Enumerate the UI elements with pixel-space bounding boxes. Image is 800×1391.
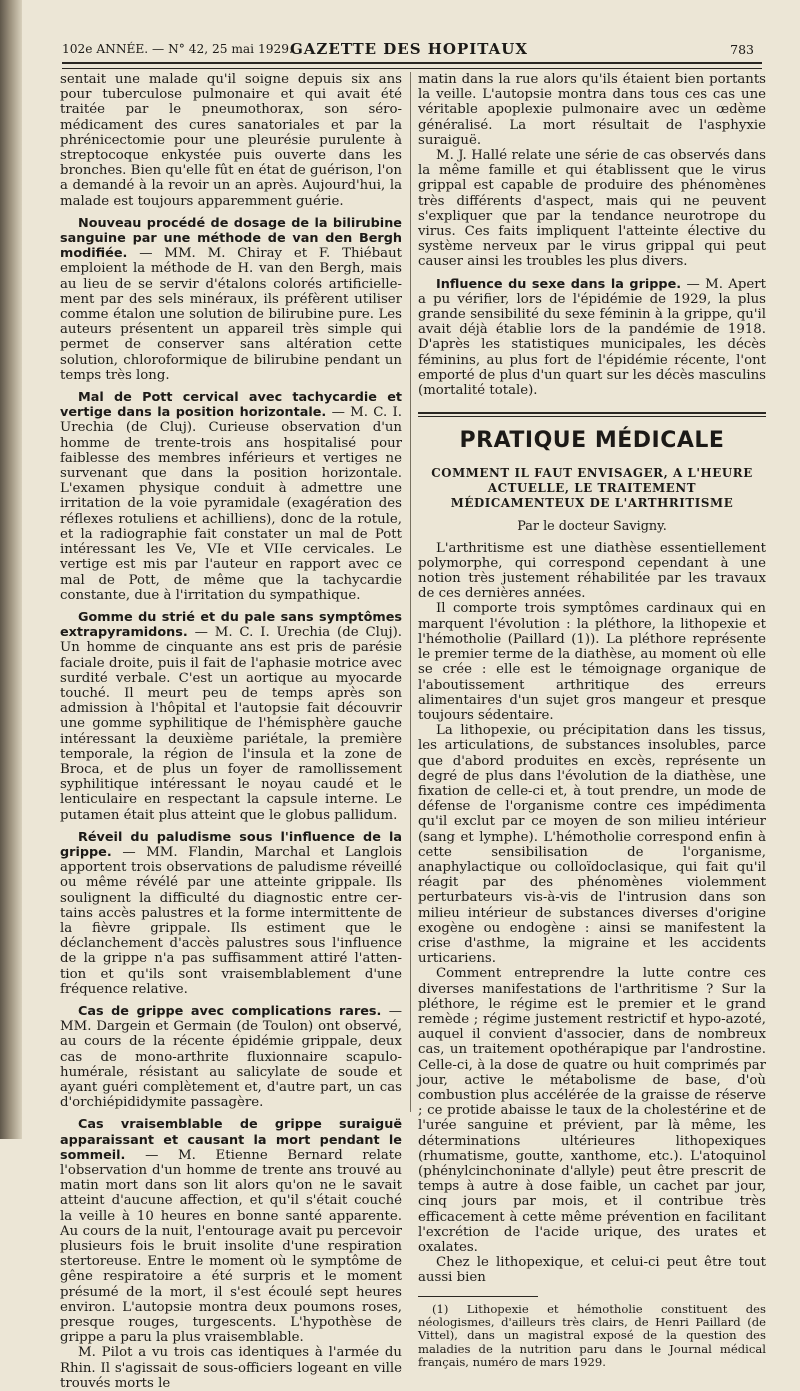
report-title: Mal de Pott cervical avec tachycardie et vertige dans la position horizontale. bbox=[60, 390, 402, 421]
report-body: — MM. Dargein et Germain (de Toulon) ont observé, au cours de la récente épidémie grippale, deux cas de mono-arthrite fluxionnaire scapulo-humérale, résistant au salicylate de soude et ayant guéri complètement et, d'autre part, un cas d'orchiépididymite passagère. bbox=[60, 1003, 402, 1111]
section-banner bbox=[418, 412, 766, 454]
article-byline: Par le docteur Savigny. bbox=[517, 519, 667, 535]
article-paragraph: Il comporte trois symptômes cardinaux qui en marquent l'évolution : la pléthore, la lithopexie et l'hémotholie (Paillard (1)). La pléthore représente le premier terme de la diathèse, au moment où elle se crée : elle est le témoignage organique de l'aboutissement arthritique des erreurs alimentaires d'un sujet gros mangeur et presque toujours sédentaire. bbox=[418, 601, 766, 723]
column-divider bbox=[410, 72, 411, 1112]
report-body: — MM. M. Chiray et F. Thiébaut emploient la méthode de H. van den Bergh, mais au lieu de se servir d'étalons colorés artificiellement par des sels minéraux, ils préfèrent utiliser comme étalon une solution de bilirubine pure. Les auteurs présentent un appareil très simple qui permet de conserver sans altération cette solution, chloroformique de bilirubine pendant un temps très long. bbox=[60, 246, 402, 383]
report-body: — M. C. I. Urechia (de Cluj). Curieuse observation d'un homme de trente-trois ans hospitalisé pour faiblesse des membres inférieurs et vertiges ne survenant que dans la position horizontale. L'examen physique conduit à admettre une irritation de la voie pyramidale (exagération des réflexes rotuliens et achilliens), donc de la rotule, et la radiographie fait constater un mal de Pott intéressant les Ve, VIe et VIIe cervicales. Le vertige est mis par l'auteur en rapport avec ce mal de Pott, de même que la tachycardie constante, due à l'irritation du sympathique. bbox=[60, 405, 402, 603]
paragraph-pilot: M. Pilot a vu trois cas identiques à l'armée du Rhin. Il s'agissait de sous-officiers logeant en ville trouvés morts le bbox=[60, 1345, 402, 1391]
running-header bbox=[56, 40, 762, 62]
report-title: Gomme du strié et du pale sans symptômes extrapyramidons. bbox=[60, 609, 402, 641]
report-influence-sexe bbox=[418, 277, 766, 399]
report-title: Cas de grippe avec complications rares. bbox=[78, 1003, 382, 1019]
banner-rule-thin bbox=[418, 416, 766, 417]
journal-title: GAZETTE DES HOPITAUX bbox=[289, 40, 528, 58]
report-body: — M. C. I. Urechia (de Cluj). Un homme de cinquante ans est pris de parésie faciale droite, puis il fait de l'aphasie motrice avec surdité verbale. C'est un aortique au myocarde touché. Il meurt peu de temps après son admission à l'hôpital et l'autopsie fait découvrir une gomme syphilitique de l'hémisphère gauche intéressant la deuxième pariétale, la première temporale, la région de l'insula et la zone de Broca, et de plus un foyer de ramollissement syphilitique intéressant le noyau caudé et le lenticulaire en respectant la capsule interne. Le putamen était plus atteint que le globus pallidum. bbox=[60, 625, 402, 823]
header-rule bbox=[62, 62, 762, 64]
report-gomme-strie bbox=[60, 610, 402, 823]
footnote: (1) Lithopexie et hémotholie constituent des néologismes, d'ailleurs très clairs, de Henri Paillard (de Vittel), dans un magistral exposé de la question des maladies de la nutrition paru dans le Journal médical français, numéro de mars 1929. bbox=[418, 1301, 766, 1370]
report-body: — M. Apert a pu vérifier, lors de l'épidémie de 1929, la plus grande sensibilité du sexe féminin à la grippe, qu'il avait déjà établie lors de la pandémie de 1918. D'après les statistiques municipales, les décès féminins, au plus fort de l'épidémie récente, l'ont emporté de plus d'un quart sur les décès masculins (mortalité totale). bbox=[418, 276, 766, 399]
article-paragraph: L'arthritisme est une diathèse essentiellement polymorphe, qui correspond cependant à une notion très justement réhabilitée par les travaux de ces dernières années. bbox=[418, 540, 766, 602]
article-title: COMMENT IL FAUT ENVISAGER, A L'HEURE ACTUELLE, LE TRAITEMENT MÉDICAMENTEUX DE L'ARTHRITISME bbox=[431, 466, 753, 511]
report-body: — M. Etienne Bernard relate l'observation d'un homme de trente ans trouvé au matin mort dans son lit alors qu'on ne le savait atteint d'aucune affection, et qu'il s'était couché la veille à 10 heures en bonne santé apparente. Au cours de la nuit, l'entourage avait pu percevoir plusieurs fois le bruit insolite d'une respiration stertoreuse. Entre le moment où le symptôme de gêne respiratoire a été surpris et le moment présumé de la mort, il s'est écoulé sept heures environ. L'autopsie montra deux poumons roses, presque rouges, turgescents. L'hypothèse de grippe a paru la plus vraisemblable. bbox=[60, 1147, 402, 1346]
issue-info: 102e ANNÉE. — N° 42, 25 mai 1929. bbox=[62, 42, 293, 56]
header-rule-thin bbox=[62, 68, 762, 69]
report-paludisme bbox=[60, 830, 402, 997]
report-mal-de-pott bbox=[60, 390, 402, 603]
article-paragraph: Comment entreprendre la lutte contre ces diverses manifestations de l'arthritisme ? Sur la pléthore, le régime est le premier et le grand remède ; régime justement restrictif et hypo-azoté, auquel il convient d'associer, dans de nombreux cas, un traitement opothérapique par l'androstine. Celle-ci, à la dose de quatre ou huit comprimés par jour, active le métabolisme de base, d'où combustion plus accélérée de la graisse de réserve ; ce protide abaisse le taux de la cholestérine et de l'urée sanguine et prévient, par là même, les déterminations ultérieures lithopexiques (rhumatisme, goutte, xanthome, etc.). L'atoquinol (phénylcinchoninate d'allyle) peut être prescrit de temps à autre à dose faible, un cachet par jour, cinq jours par mois, et il contribue très efficacement à cette même prévention en facilitant l'excrétion de l'acide urique, des urates et oxalates. bbox=[418, 966, 766, 1256]
continued-paragraph: matin dans la rue alors qu'ils étaient bien portants la veille. L'autopsie montra dans tous ces cas une véritable apoplexie pulmonaire avec un œdème généralisé. La mort résultait de l'asphyxie suraiguë. bbox=[418, 72, 766, 148]
report-complications bbox=[60, 1004, 402, 1110]
paragraph-halle: M. J. Hallé relate une série de cas observés dans la même famille et qui établissent que le virus grippal est capable de produire des phénomènes très différents d'aspect, mais qui ne peuvent s'expliquer que par la tendance neurotrope du virus. Ces faits impliquent l'atteinte élective du système nerveux par le virus grippal qui peut causer ainsi les troubles les plus divers. bbox=[418, 148, 766, 270]
report-title: Réveil du paludisme sous l'influence de la grippe. bbox=[60, 829, 402, 860]
article-paragraph: La lithopexie, ou précipitation dans les tissus, les articulations, de substances insolubles, parce que d'abord produites en excès, représente un degré de plus dans l'évolution de la diathèse, une fixation de celle-ci et, à tout prendre, un mode de défense de l'organisme contre ces impédimenta qu'il exclut par ce moyen de son milieu intérieur (sang et lymphe). L'hémotholie correspond enfin à cette sensibilisation de l'organisme, anaphylactique ou colloïdoclasique, qui fait qu'il réagit par des phénomènes violemment perturbateurs vis-à-vis de l'intrusion dans son milieu intérieur de substances diverses d'origine exogène ou endogène : ainsi se manifestent la crise d'asthme, la migraine et les accidents urticariens. bbox=[418, 723, 766, 967]
report-bilirubine bbox=[60, 216, 402, 383]
page-number: 783 bbox=[730, 42, 754, 57]
continued-paragraph: sentait une malade qu'il soigne depuis six ans pour tuberculose pulmonaire et qui avait été traitée par le pneumothorax, son séro-médicament des cures sanatoriales et par la phrénicectomie pour une pleurésie purulente à streptocoque enkystée puis ouverte dans les bronches. Bien qu'elle fût en état de guérison, l'on a demandé à la revoir un an après. Aujourd'hui, la malade est toujours apparemment guérie. bbox=[60, 72, 402, 209]
report-title: Influence du sexe dans la grippe. bbox=[436, 276, 682, 292]
report-grippe-suraigue bbox=[60, 1117, 402, 1345]
footnote-rule bbox=[418, 1296, 538, 1297]
report-body: — MM. Flandin, Marchal et Langlois apportent trois observations de paludisme réveillé ou même révélé par une atteinte grippale. Ils soulignent la difficulté du diagnostic entre certains accès palustres et la forme intermittente de la fièvre grippale. Ils estiment que le déclanchement d'accès palustres sous l'influence de la grippe n'a pas suffisamment attiré l'attention et qu'ils sont vraisemblablement d'une fréquence relative. bbox=[60, 844, 402, 997]
report-title: Cas vraisemblable de grippe suraiguë apparaissant et causant la mort pendant le sommeil. bbox=[60, 1117, 402, 1163]
right-column bbox=[418, 72, 766, 1370]
left-column bbox=[60, 72, 402, 1391]
binding-edge bbox=[0, 0, 22, 1139]
article-paragraph: Chez le lithopexique, et celui-ci peut être tout aussi bien bbox=[418, 1255, 766, 1286]
section-title: PRATIQUE MÉDICALE bbox=[459, 428, 725, 454]
banner-rule bbox=[418, 412, 766, 414]
report-title: Nouveau procédé de dosage de la bilirubine sanguine par une méthode de van den Bergh modifiée. bbox=[60, 215, 402, 262]
